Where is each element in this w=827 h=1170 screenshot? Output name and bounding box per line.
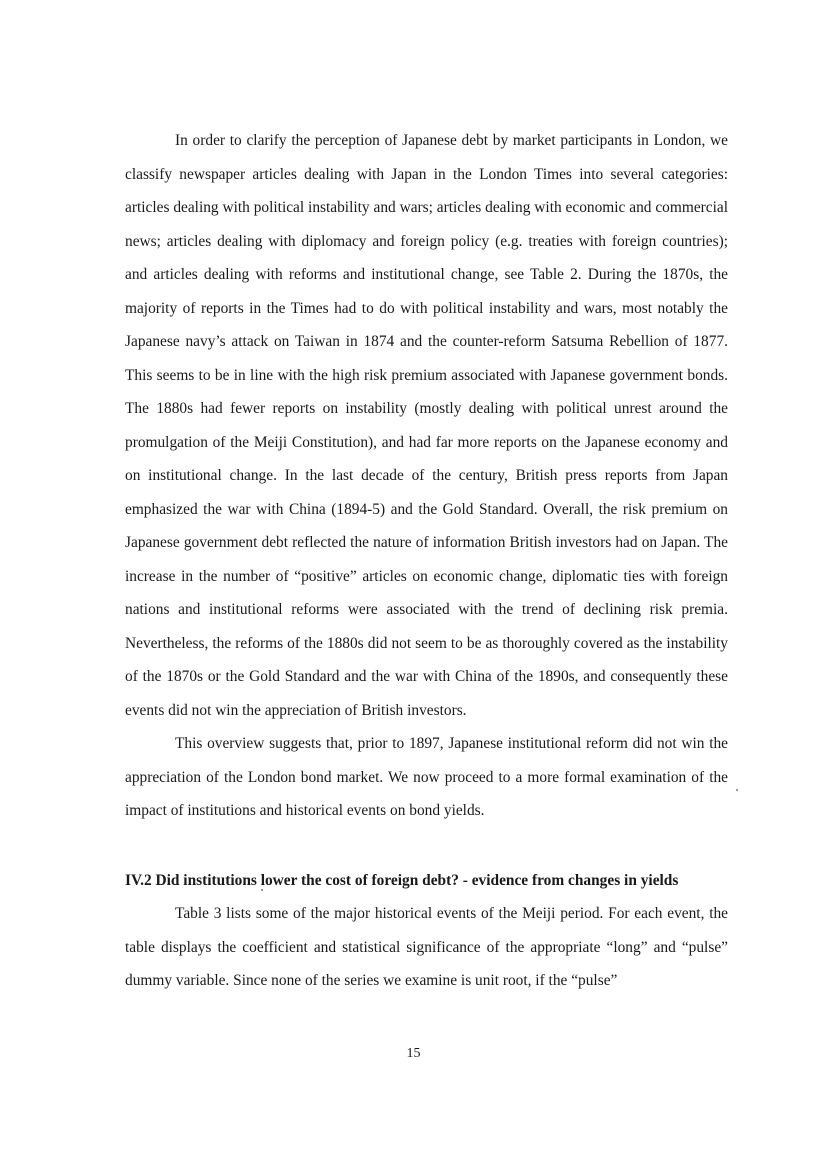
page-number: 15 [406,1046,421,1061]
body-text [125,124,728,998]
scan-speck [261,889,263,891]
paragraph-overview: This overview suggests that, prior to 1897, Japanese institutional reform did not win the appreciation of the London bond market. We now proceed to a more formal examination of the impact of institutions and historical events on bond yields. [125,735,728,819]
section-heading: IV.2 Did institutions lower the cost of foreign debt? - evidence from changes in yields [125,871,679,889]
scan-speck [736,789,738,791]
paragraph-newspaper-classification: In order to clarify the perception of Japanese debt by market participants in London, we classify newspaper articles dealing with Japan in the London Times into several categories: articles dealing with political instability and wars; articles dealing with economic and commercial news; articles dealing with diplomacy and foreign policy (e.g. treaties with foreign countries); and articles dealing with reforms and institutional change, see Table 2. During the 1870s, the majority of reports in the Times had to do with political instability and wars, most notably the Japanese navy’s attack on Taiwan in 1874 and the counter-reform Satsuma Rebellion of 1877. This seems to be in line with the high risk premium associated with Japanese government bonds. The 1880s had fewer reports on instability (mostly dealing with political unrest around the promulgation of the Meiji Constitution), and had far more reports on the Japanese economy and on institutional change. In the last decade of the century, British press reports from Japan emphasized the war with China (1894-5) and the Gold Standard. Overall, the risk premium on Japanese government debt reflected the nature of information British investors had on Japan. The increase in the number of “positive” articles on economic change, diplomatic ties with foreign nations and institutional reforms were associated with the trend of declining risk premia. Nevertheless, the reforms of the 1880s did not seem to be as thoroughly covered as the instability of the 1870s or the Gold Standard and the war with China of the 1890s, and consequently these events did not win the appreciation of British investors. [125,132,728,719]
paragraph-table3-intro: Table 3 lists some of the major historical events of the Meiji period. For each event, the table displays the coefficient and statistical significance of the appropriate “long” and “pulse” dummy variable. Since none of the series we examine is unit root, if the “pulse” [125,905,728,989]
